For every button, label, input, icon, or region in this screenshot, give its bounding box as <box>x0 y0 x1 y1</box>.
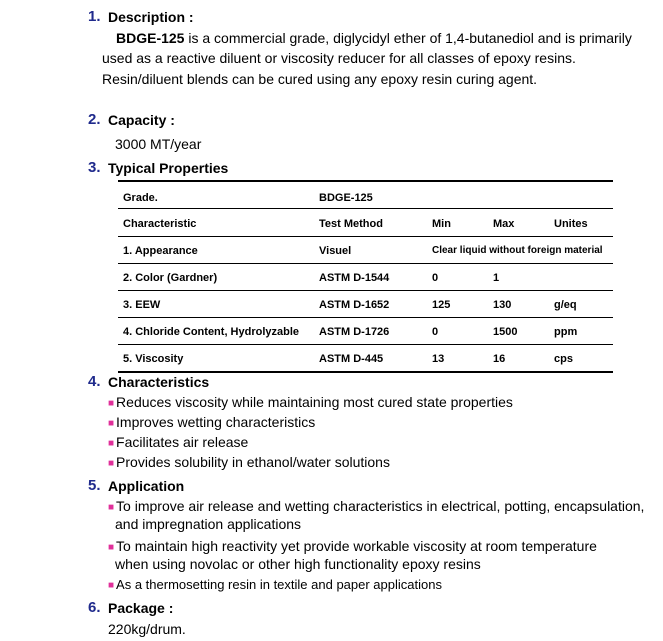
section-title: Typical Properties <box>108 160 229 176</box>
list-item: ■ Provides solubility in ethanol/water solutions <box>108 454 390 470</box>
bullet-icon: ■ <box>108 418 115 429</box>
column-header: Max <box>493 218 515 230</box>
method-cell: ASTM D-445 <box>319 353 384 365</box>
min-cell: 0 <box>432 326 439 338</box>
unit-cell: ppm <box>554 326 578 338</box>
section-number: 5. <box>88 477 101 494</box>
column-header: Min <box>432 218 451 230</box>
bullet-icon: ■ <box>108 438 115 449</box>
column-header: Test Method <box>319 218 383 230</box>
product-name: BDGE-125 <box>116 30 185 46</box>
characteristic-cell: 5. Viscosity <box>123 353 184 365</box>
table-row <box>118 263 613 290</box>
grade-label: Grade. <box>123 192 158 204</box>
list-item: ■ To maintain high reactivity yet provide workable viscosity at room temperature <box>108 538 597 554</box>
bullet-icon: ■ <box>108 398 115 409</box>
max-cell: 130 <box>493 299 512 311</box>
description-line-2: used as a reactive diluent or viscosity reducer for all classes of epoxy resins. <box>102 50 576 66</box>
grade-row <box>118 180 613 207</box>
list-item: ■ Reduces viscosity while maintaining most cured state properties <box>108 394 513 410</box>
characteristic-cell: 2. Color (Gardner) <box>123 272 218 284</box>
table-header-row <box>118 209 613 236</box>
list-item: ■ Facilitates air release <box>108 434 249 450</box>
table-rule <box>118 371 613 373</box>
grade-value: BDGE-125 <box>319 192 373 204</box>
section-number: 1. <box>88 8 101 25</box>
table-row <box>118 236 613 263</box>
min-cell: 13 <box>432 353 445 365</box>
section-title: Application <box>108 478 185 494</box>
max-cell: 16 <box>493 353 506 365</box>
list-item: ■ To improve air release and wetting characteristics in electrical, potting, encapsulation, <box>108 498 645 514</box>
method-cell: ASTM D-1544 <box>319 272 390 284</box>
bullet-icon: ■ <box>108 458 115 469</box>
table-row <box>118 290 613 317</box>
max-cell: 1 <box>493 272 500 284</box>
description-line-3: Resin/diluent blends can be cured using any epoxy resin curing agent. <box>102 71 538 87</box>
table-row <box>118 344 613 371</box>
section-title: Package : <box>108 600 174 616</box>
section-title: Characteristics <box>108 374 210 390</box>
characteristic-cell: 4. Chloride Content, Hydrolyzable <box>123 326 300 338</box>
description-line-1: BDGE-125 is a commercial grade, diglycidyl ether of 1,4-butanediol and is primarily <box>116 30 632 46</box>
max-cell: 1500 <box>493 326 518 338</box>
bullet-icon: ■ <box>108 580 115 591</box>
method-cell: ASTM D-1652 <box>319 299 390 311</box>
capacity-value: 3000 MT/year <box>115 136 202 152</box>
section-number: 4. <box>88 373 101 390</box>
column-header: Unites <box>554 218 588 230</box>
characteristic-cell: 3. EEW <box>123 299 161 311</box>
list-item-continuation: when using novolac or other high functionality epoxy resins <box>115 556 481 572</box>
appearance-spec-cell: Clear liquid without foreign material <box>432 245 603 256</box>
section-number: 3. <box>88 159 101 176</box>
package-value: 220kg/drum. <box>108 621 186 637</box>
section-number: 6. <box>88 599 101 616</box>
list-item: ■ Improves wetting characteristics <box>108 414 316 430</box>
characteristic-cell: 1. Appearance <box>123 245 198 257</box>
section-title: Description : <box>108 9 194 25</box>
unit-cell: g/eq <box>554 299 577 311</box>
list-item: ■ As a thermosetting resin in textile and paper applications <box>108 577 442 592</box>
column-header: Characteristic <box>123 218 197 230</box>
table-row <box>118 317 613 344</box>
bullet-icon: ■ <box>108 502 115 513</box>
method-cell: Visuel <box>319 245 352 257</box>
unit-cell: cps <box>554 353 573 365</box>
min-cell: 0 <box>432 272 439 284</box>
min-cell: 125 <box>432 299 451 311</box>
section-number: 2. <box>88 111 101 128</box>
section-title: Capacity : <box>108 112 175 128</box>
bullet-icon: ■ <box>108 542 115 553</box>
list-item-continuation: and impregnation applications <box>115 516 302 532</box>
method-cell: ASTM D-1726 <box>319 326 390 338</box>
